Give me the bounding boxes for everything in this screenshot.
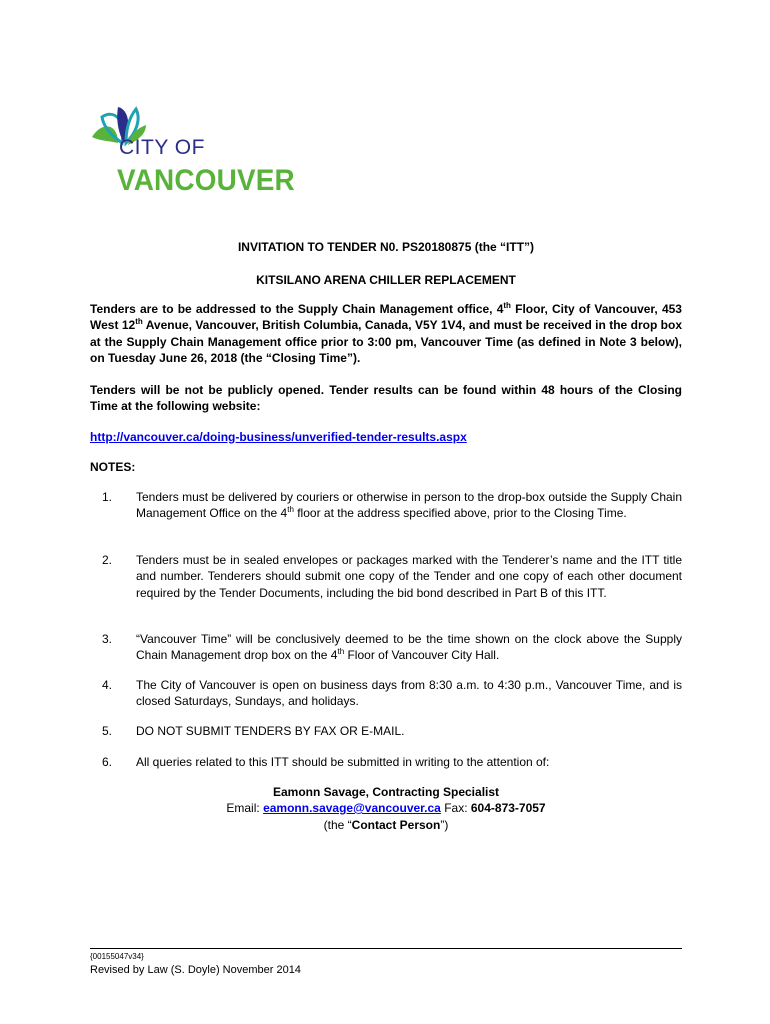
- note-number: 5.: [102, 724, 113, 738]
- note-number: 6.: [102, 755, 113, 769]
- note-text: [136, 489, 682, 522]
- logo-line1: CITY OF: [119, 136, 205, 159]
- contact-details: [90, 801, 682, 815]
- text-span: Avenue, Vancouver, British Columbia, Canada, V5Y 1V4, and must be received in the drop box at the Supply Chain Management office prior to 3:00 pm, Vancouver Time (as defined in Note 3 below), on Tuesday June 26, 2018 (the “Closing Time”).: [90, 318, 682, 365]
- email-label: Email:: [226, 801, 264, 815]
- note-text: Tenders must be in sealed envelopes or packages marked with the Tenderer’s name and the ITT title and number. Tenderers should submit one copy of the Tender and one copy of each other document required by the Tender Documents, including the bid bond described in Part B of this ITT.: [136, 553, 682, 600]
- text-span: Floor, City of Vancouver, 453 West 12: [90, 302, 682, 333]
- fax-number: 604-873-7057: [470, 801, 546, 815]
- text-span: Tenders are to be addressed to the Supply Chain Management office, 4: [90, 302, 504, 316]
- superscript: th: [503, 301, 511, 310]
- note-text: The City of Vancouver is open on business days from 8:30 a.m. to 4:30 p.m., Vancouver Time, and is closed Saturdays, Sundays, and holidays.: [136, 678, 682, 709]
- contact-person-label: Contact Person: [351, 818, 441, 832]
- note-number: 3.: [102, 632, 113, 646]
- submission-paragraph: [90, 301, 682, 366]
- city-of-vancouver-logo: [88, 103, 295, 203]
- logo-line2: VANCOUVER: [117, 164, 295, 197]
- email-link[interactable]: eamonn.savage@vancouver.ca: [263, 801, 441, 815]
- superscript: th: [135, 317, 143, 327]
- opening-paragraph: Tenders will be not be publicly opened. Tender results can be found within 48 hours of the Closing Time at the following website:: [90, 383, 682, 414]
- footer-divider: [90, 948, 682, 949]
- note-number: 1.: [102, 490, 113, 504]
- notes-heading: NOTES:: [90, 460, 136, 474]
- note-text: [136, 631, 682, 664]
- contact-name: Eamonn Savage, Contracting Specialist: [272, 785, 500, 799]
- fax-label: Fax:: [440, 801, 471, 815]
- text-span: Tenders must be delivered by couriers or otherwise in person to the drop-box outside the Supply Chain Management Office on the 4: [136, 490, 682, 521]
- document-title: INVITATION TO TENDER N0. PS20180875 (the “ITT”): [237, 240, 535, 254]
- note-number: 4.: [102, 678, 113, 692]
- note-text: DO NOT SUBMIT TENDERS BY FAX OR E-MAIL.: [136, 724, 405, 738]
- text-span: (the “: [323, 818, 352, 832]
- text-span: “Vancouver Time” will be conclusively deemed to be the time shown on the clock above the Supply Chain Management drop box on the 4: [136, 632, 682, 663]
- document-subtitle: KITSILANO ARENA CHILLER REPLACEMENT: [256, 273, 516, 287]
- superscript: th: [337, 647, 345, 657]
- text-span: ”): [440, 818, 449, 832]
- note-number: 2.: [102, 553, 113, 567]
- text-span: Floor of Vancouver City Hall.: [344, 648, 500, 663]
- revision-note: Revised by Law (S. Doyle) November 2014: [90, 964, 301, 976]
- text-span: floor at the address specified above, prior to the Closing Time.: [293, 506, 627, 521]
- document-id: {00155047v34}: [90, 952, 144, 961]
- note-text: All queries related to this ITT should be submitted in writing to the attention of:: [136, 755, 550, 769]
- superscript: th: [287, 505, 294, 515]
- tender-results-link[interactable]: http://vancouver.ca/doing-business/unverified-tender-results.aspx: [90, 430, 467, 444]
- contact-person-note: [90, 818, 682, 832]
